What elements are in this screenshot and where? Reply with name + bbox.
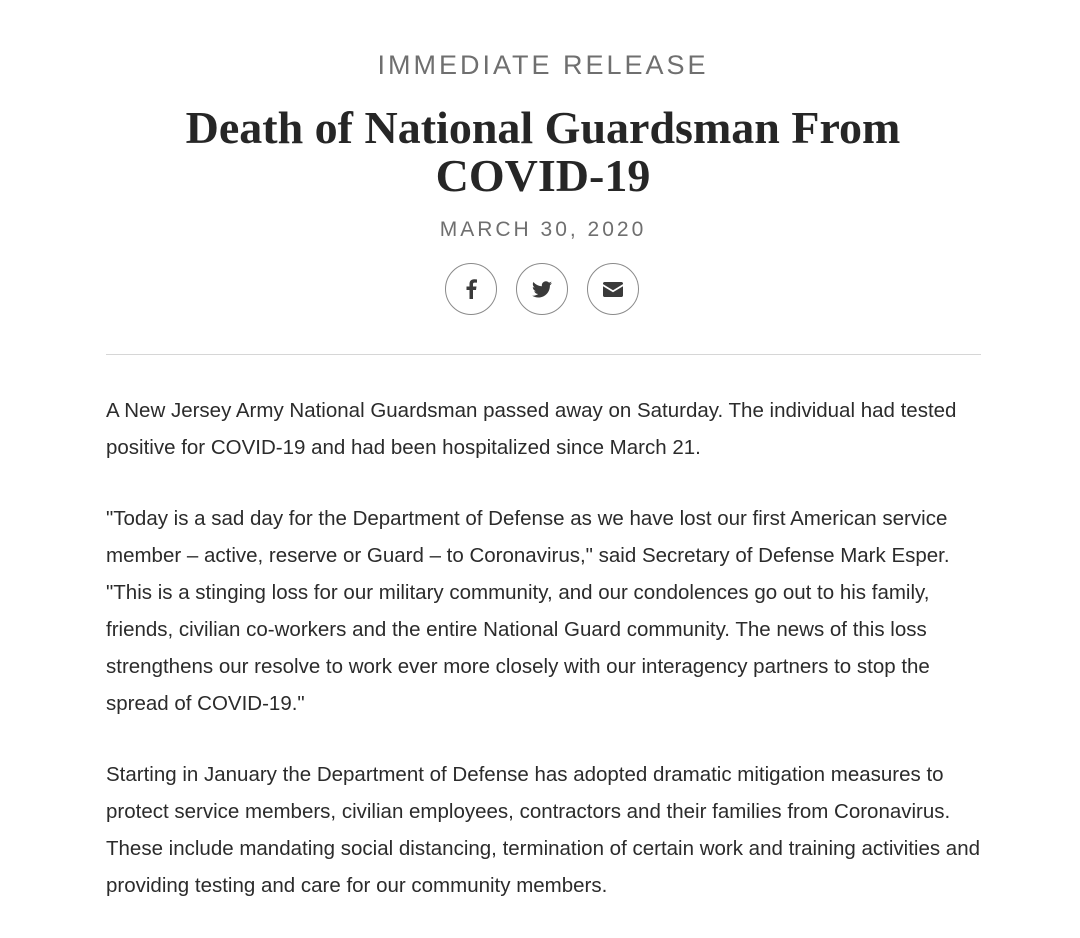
header-divider [106,354,981,355]
article-paragraph-2: "Today is a sad day for the Department of Defense as we have lost our first American service member – active, reserve or Guard – to Coronavirus," said Secretary of Defense Mark Esper. "This is a stinging loss for our military community, and our condolences go out to his family, friends, civilian co-workers and the entire National Guard community. The news of this loss strengthens our resolve to work ever more closely with our interagency partners to stop the spread of COVID-19." [106,507,950,715]
facebook-icon [465,279,477,299]
article-paragraph-3: Starting in January the Department of Defense has adopted dramatic mitigation measures to protect service members, civilian employees, contractors and their families from Coronavirus. These include mandating social distancing, termination of certain work and training activities and providing testing and care for our community members. [106,763,981,897]
share-buttons [444,263,644,319]
article-paragraph-1: A New Jersey Army National Guardsman passed away on Saturday. The individual had tested positive for COVID-19 and had been hospitalized since March 21. [106,399,957,459]
share-facebook-button[interactable] [445,263,497,315]
twitter-icon [532,281,552,298]
article-title: Death of National Guardsman From COVID-19 [185,102,901,201]
share-twitter-button[interactable] [516,263,568,315]
article-date: MARCH 30, 2020 [439,218,647,241]
share-email-button[interactable] [587,263,639,315]
article-body [106,392,986,938]
envelope-icon [603,282,623,297]
release-type-label: IMMEDIATE RELEASE [377,50,709,80]
